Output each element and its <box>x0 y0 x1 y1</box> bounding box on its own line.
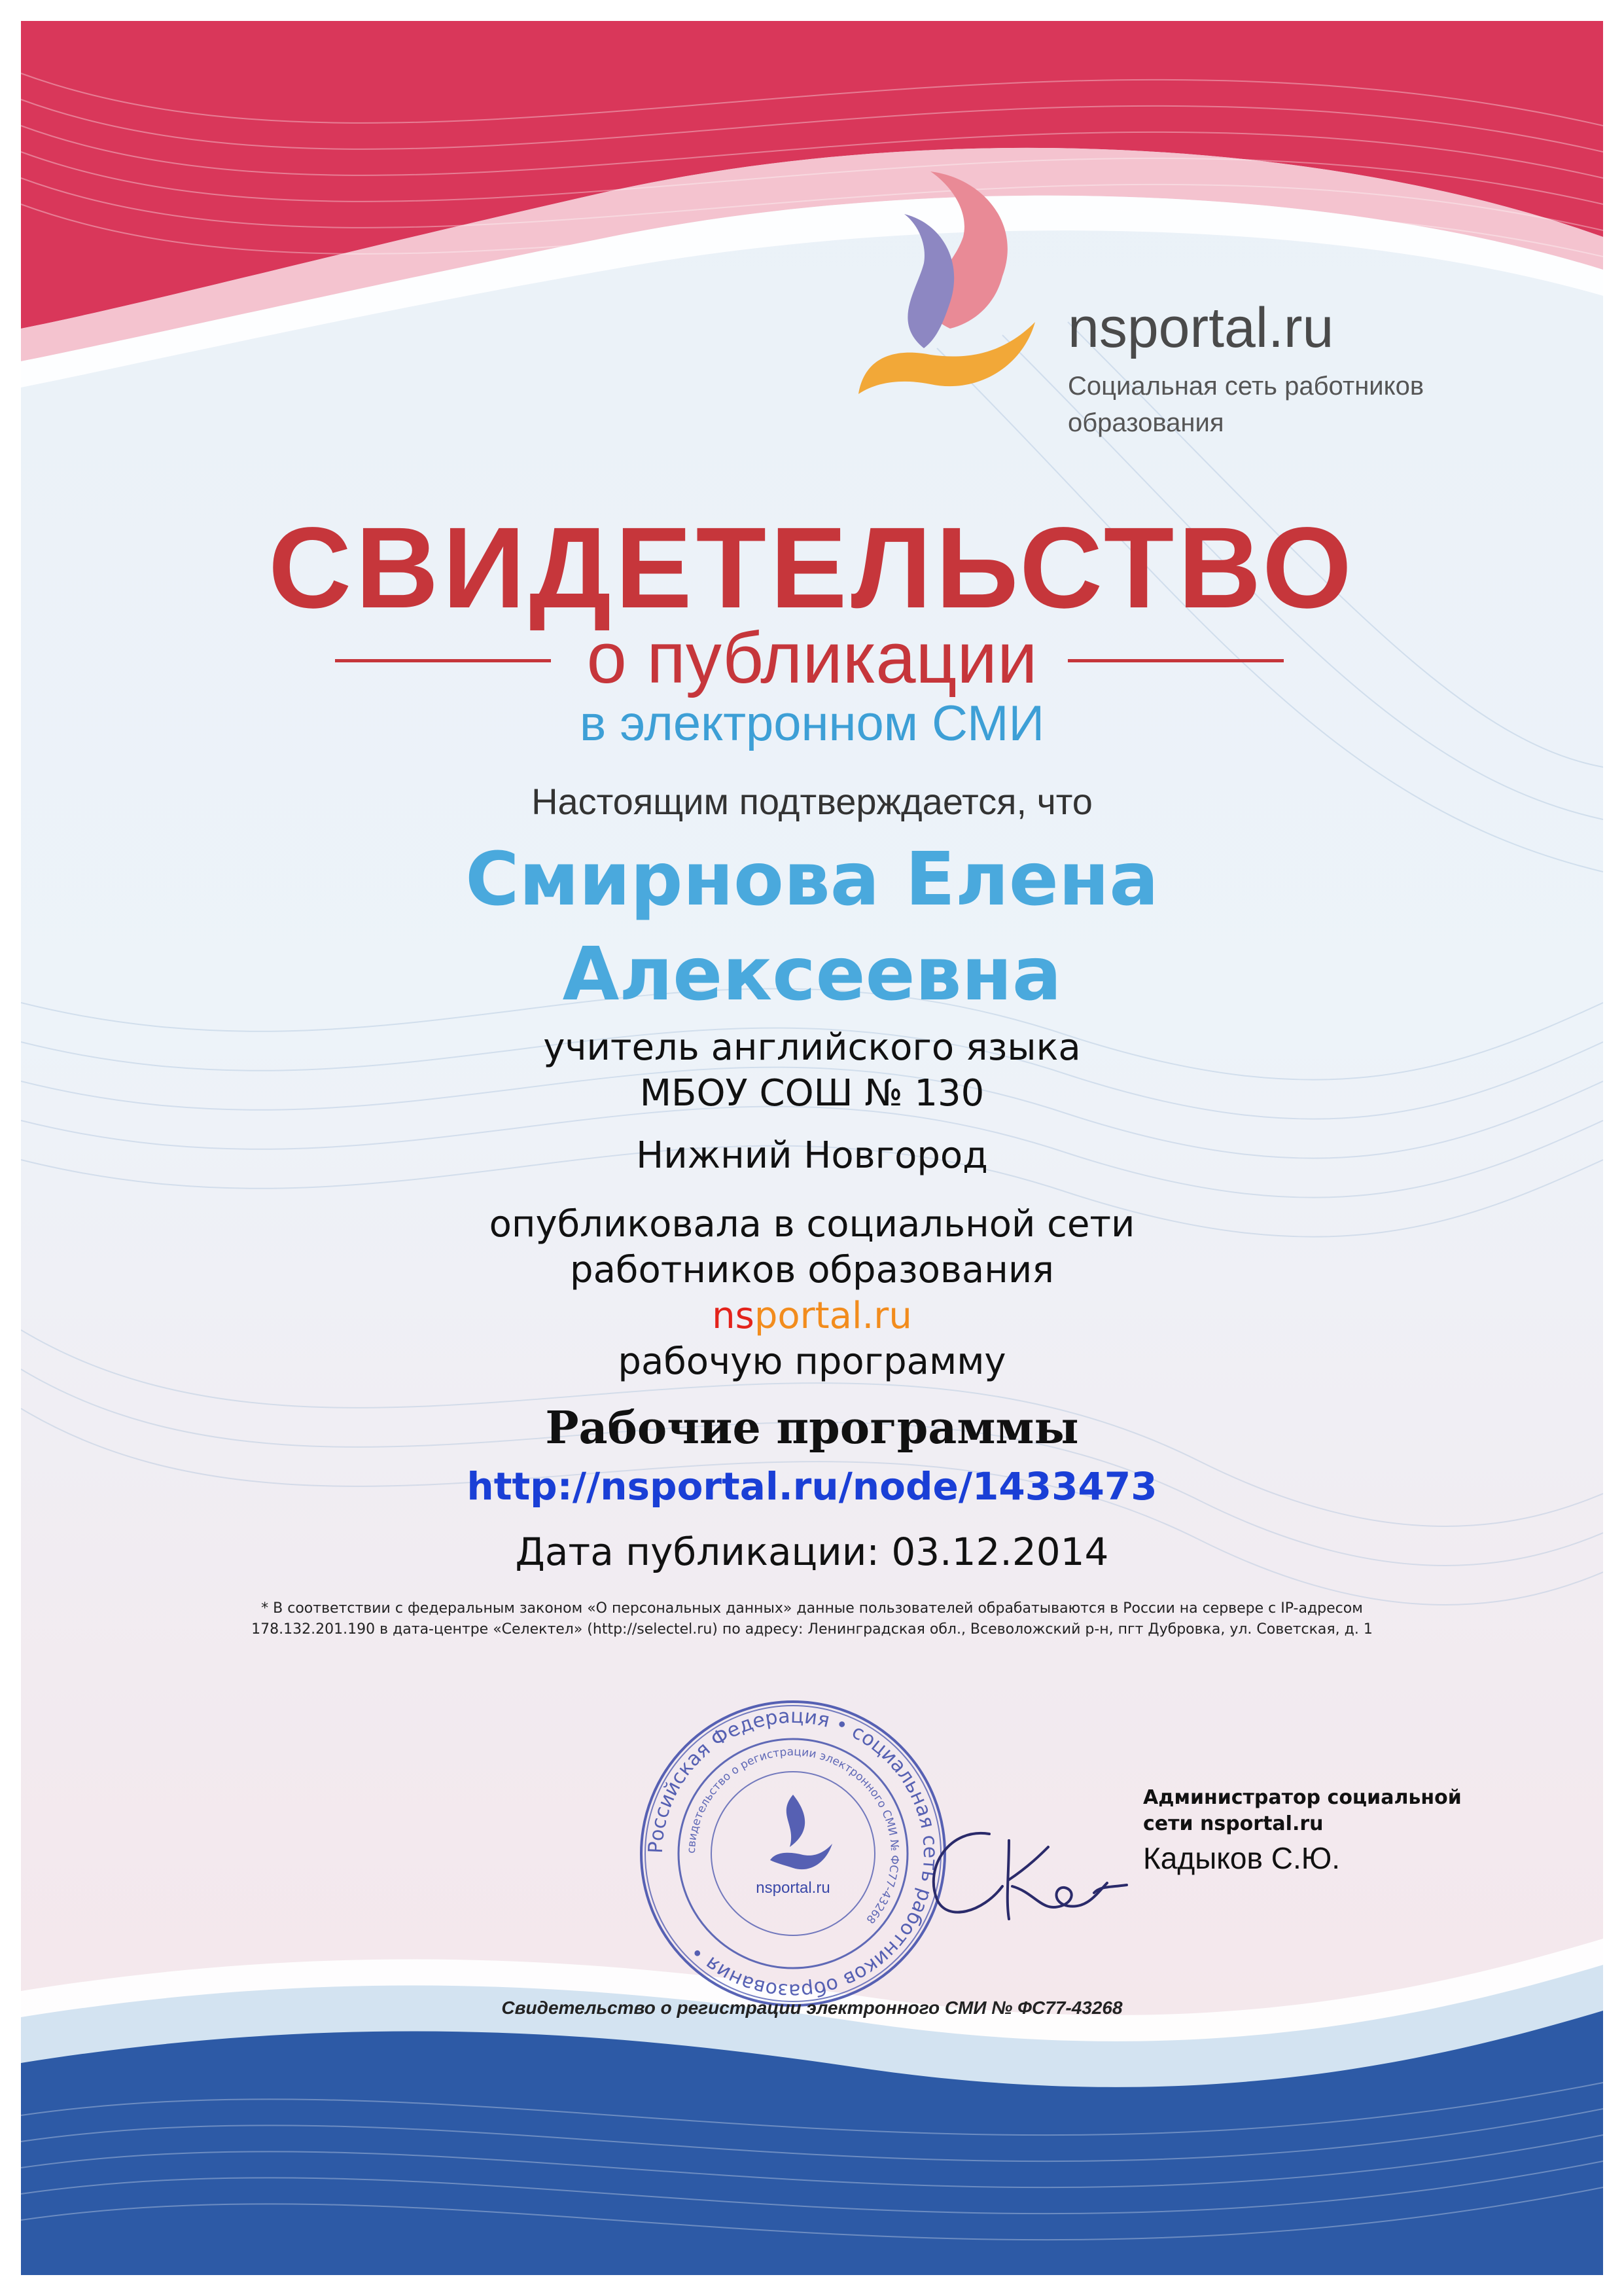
admin-name: Кадыков С.Ю. <box>1143 1841 1340 1875</box>
certificate-subtitle: о публикации <box>586 618 1038 698</box>
stamp-center-text: nsportal.ru <box>756 1879 830 1897</box>
stamp-outer-text: Российская Федерация • социальная сеть работников образования • <box>644 1704 942 2003</box>
work-title: Рабочие программы <box>545 1402 1079 1454</box>
site-logo-tagline: Социальная сеть работников образования <box>1068 372 1424 437</box>
official-stamp <box>636 1696 950 2011</box>
recipient-name-line2: Алексеевна <box>562 932 1062 1017</box>
recipient-position: учитель английского языка <box>543 1026 1081 1069</box>
brand-ns: ns <box>712 1295 754 1337</box>
site-logo-name: nsportal.ru <box>1068 296 1334 359</box>
recipient-name-line1: Смирнова Елена <box>465 837 1159 922</box>
registration-text: Свидетельство о регистрации электронного СМИ № ФС77-43268 <box>501 1998 1123 2018</box>
admin-title <box>1143 1785 1549 1837</box>
flame-hand-icon <box>845 158 1042 407</box>
publication-date: Дата публикации: 03.12.2014 <box>515 1530 1109 1574</box>
subtitle-row <box>21 617 1603 700</box>
admin-title-line1: Администратор социальной <box>1143 1786 1462 1809</box>
certificate-sheet <box>21 21 1603 2275</box>
brand-inline <box>21 1294 1603 1338</box>
footnote-line1: * В соответствии с федеральным законом «О персональных данных» данные пользователей обрабатываются в России на сервере с IP-адресом <box>261 1600 1363 1617</box>
recipient-city: Нижний Новгород <box>636 1134 988 1177</box>
work-type: рабочую программу <box>618 1340 1006 1383</box>
published-line1: опубликовала в социальной сети <box>489 1203 1135 1246</box>
recipient-school: МБОУ СОШ № 130 <box>639 1072 985 1115</box>
footnote-line2: 178.132.201.190 в дата-центре «Селектел» (http://selectel.ru) по адресу: Ленинградская обл., Всеволожский р-н, пгт Дубровка, ул. Советская, д. 1 <box>251 1621 1373 1638</box>
signature-image <box>911 1814 1146 1945</box>
certificate-title: СВИДЕТЕЛЬСТВО <box>268 504 1356 632</box>
published-line2: работников образования <box>570 1249 1054 1291</box>
certificate-medium: в электронном СМИ <box>579 696 1045 751</box>
admin-title-line2: сети nsportal.ru <box>1143 1812 1324 1835</box>
brand-portal: portal.ru <box>754 1295 912 1337</box>
publication-link[interactable]: http://nsportal.ru/node/1433473 <box>467 1464 1157 1509</box>
confirm-text: Настоящим подтверждается, что <box>531 781 1093 822</box>
stamp-inner-text: свидетельство о регистрации электронного СМИ № ФС77-43268 <box>684 1745 902 1926</box>
